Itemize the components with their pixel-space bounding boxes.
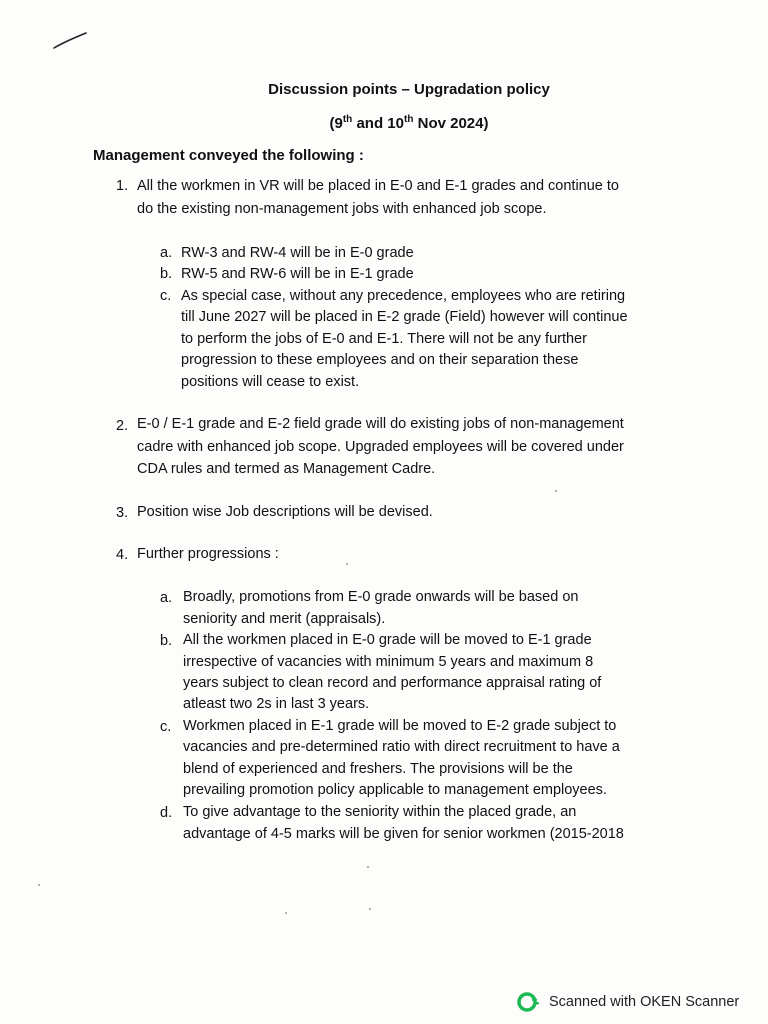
item-1c-line: to perform the jobs of E-0 and E-1. There will not be any further <box>181 331 587 347</box>
scan-speck <box>38 884 40 886</box>
oken-scanner-logo-icon <box>517 990 541 1014</box>
item-4c-line: Workmen placed in E-1 grade will be moved to E-2 grade subject to <box>183 718 617 734</box>
section-heading: Management conveyed the following : <box>93 147 364 164</box>
item-4b-line: years subject to clean record and performance appraisal rating of <box>183 675 602 691</box>
item-4d-line: To give advantage to the seniority within the placed grade, an <box>183 804 577 820</box>
document-date: (9th and 10th Nov 2024) <box>329 114 489 132</box>
item-4a-line: Broadly, promotions from E-0 grade onwards will be based on <box>183 589 579 605</box>
item-1b-line: RW-5 and RW-6 will be in E-1 grade <box>181 266 414 282</box>
item-1b-marker: b. <box>160 266 173 282</box>
item-4b-line: irrespective of vacancies with minimum 5 years and maximum 8 <box>183 654 594 670</box>
item-4-marker: 4. <box>116 547 129 563</box>
scan-speck <box>346 563 348 565</box>
item-1c-line: As special case, without any precedence, employees who are retiring <box>181 288 626 304</box>
item-4a-line: seniority and merit (appraisals). <box>183 611 386 627</box>
item-4b-line: All the workmen placed in E-0 grade will be moved to E-1 grade <box>183 632 592 648</box>
item-1c-line: progression to these employees and on their separation these <box>181 352 579 368</box>
item-4c-line: prevailing promotion policy applicable to management employees. <box>183 782 607 798</box>
item-1-line: do the existing non-management jobs with enhanced job scope. <box>137 201 547 217</box>
item-1c-marker: c. <box>160 288 172 304</box>
item-1-marker: 1. <box>116 178 129 194</box>
item-4b-line: atleast two 2s in last 3 years. <box>183 696 370 712</box>
item-4d-line: advantage of 4-5 marks will be given for senior workmen (2015-2018 <box>183 826 624 842</box>
document-title: Discussion points – Upgradation policy <box>268 81 550 98</box>
item-4c-marker: c. <box>160 719 172 735</box>
item-4b-marker: b. <box>160 633 173 649</box>
item-4d-marker: d. <box>160 805 173 821</box>
item-3-line: Position wise Job descriptions will be devised. <box>137 504 433 520</box>
item-1a-marker: a. <box>160 245 173 261</box>
scanner-text: Scanned with OKEN Scanner <box>549 994 740 1010</box>
scan-speck <box>555 490 557 492</box>
item-2-marker: 2. <box>116 418 129 434</box>
scan-speck <box>369 908 371 910</box>
item-2-line: CDA rules and termed as Management Cadre. <box>137 461 436 477</box>
scan-speck <box>367 866 369 868</box>
item-4a-marker: a. <box>160 590 173 606</box>
item-3-marker: 3. <box>116 505 129 521</box>
item-1-line: All the workmen in VR will be placed in E-0 and E-1 grades and continue to <box>137 178 619 194</box>
pen-stroke-mark <box>52 30 88 52</box>
scan-speck <box>285 912 287 914</box>
item-4-line: Further progressions : <box>137 546 279 562</box>
item-4c-line: vacancies and pre-determined ratio with direct recruitment to have a <box>183 739 620 755</box>
item-1a-line: RW-3 and RW-4 will be in E-0 grade <box>181 245 414 261</box>
item-1c-line: till June 2027 will be placed in E-2 grade (Field) however will continue <box>181 309 628 325</box>
item-4c-line: blend of experienced and freshers. The provisions will be the <box>183 761 573 777</box>
item-2-line: E-0 / E-1 grade and E-2 field grade will do existing jobs of non-management <box>137 416 624 432</box>
item-1c-line: positions will cease to exist. <box>181 374 360 390</box>
scanner-watermark <box>517 990 739 1014</box>
item-2-line: cadre with enhanced job scope. Upgraded employees will be covered under <box>137 439 624 455</box>
